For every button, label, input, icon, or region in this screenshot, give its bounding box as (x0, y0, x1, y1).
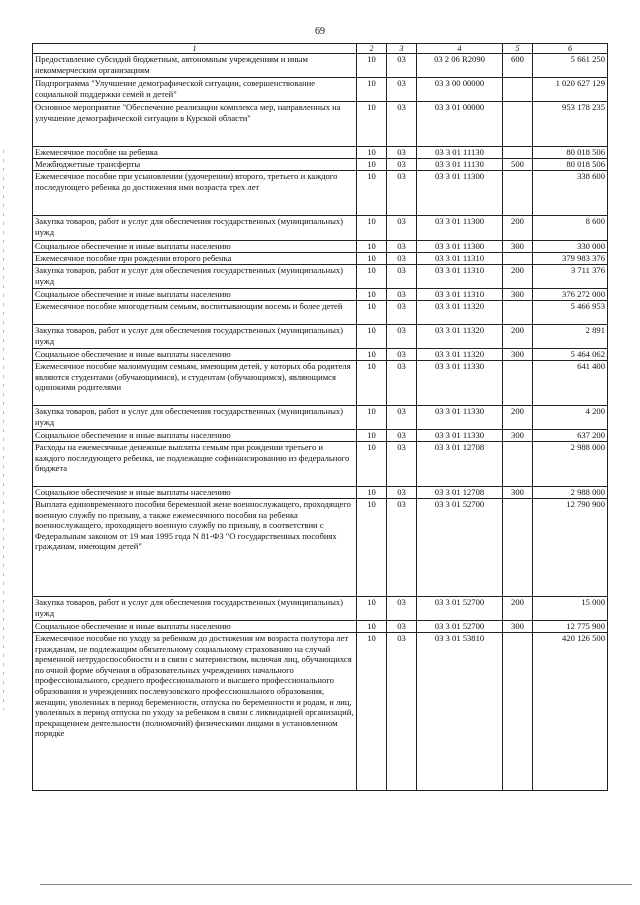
cell-subsection: 03 (387, 159, 417, 171)
cell-section: 10 (357, 253, 387, 265)
cell-section: 10 (357, 54, 387, 78)
header-cell-subsection: 3 (387, 44, 417, 54)
cell-amount: 330 000 (533, 241, 608, 253)
cell-name: Ежемесячное пособие многодетным семьям, воспитывающим восемь и более детей (33, 301, 357, 325)
cell-name: Ежемесячное пособие малоимущим семьям, имеющим детей, у которых оба родителя являются студентами (обучающимися), и студентам (обучающимся), являющимся одинокими родителями (33, 361, 357, 406)
cell-amount: 80 018 506 (533, 147, 608, 159)
cell-name: Закупка товаров, работ и услуг для обеспечения государственных (муниципальных) нужд (33, 216, 357, 241)
cell-amount: 420 126 500 (533, 633, 608, 791)
cell-name: Основное мероприятие "Обеспечение реализации комплекса мер, направленных на улучшение демографической ситуации в Курской области" (33, 102, 357, 147)
header-row (33, 44, 608, 54)
cell-subsection: 03 (387, 102, 417, 147)
cell-vr: 200 (503, 216, 533, 241)
cell-amount: 12 775 900 (533, 621, 608, 633)
table-row (33, 430, 608, 442)
cell-csr: 03 3 01 11310 (417, 265, 503, 289)
cell-vr (503, 633, 533, 791)
cell-vr (503, 102, 533, 147)
header-cell-amount: 6 (533, 44, 608, 54)
cell-section: 10 (357, 361, 387, 406)
table-row (33, 406, 608, 430)
cell-section: 10 (357, 147, 387, 159)
cell-name: Ежемесячное пособие при рождении второго ребенка (33, 253, 357, 265)
cell-name: Ежемесячное пособие по уходу за ребенком до достижения им возраста полутора лет гражданам, не подлежащим обязательному социальному страхованию на случай временной нетрудоспособности и в связи с материнством, включая лиц, обучающихся по очной форме обучения в образовательных учреждениях начального профессионального, среднего профессионального и высшего профессионального образования и учреждениях послевузовского профессионального образования, женщин, уволенных в период беременности, отпуска по беременности и родам, и лиц, уволенных в период отпуска по уходу за ребенком в связи с ликвидацией организаций, прекращением деятельности (полномочий) физическими лицами в установленном порядке (33, 633, 357, 791)
cell-section: 10 (357, 406, 387, 430)
cell-section: 10 (357, 301, 387, 325)
cell-subsection: 03 (387, 265, 417, 289)
cell-subsection: 03 (387, 171, 417, 216)
cell-csr: 03 3 01 00000 (417, 102, 503, 147)
cell-csr: 03 3 01 52700 (417, 597, 503, 621)
header-cell-vr: 5 (503, 44, 533, 54)
cell-name: Выплата единовременного пособия беременной жене военнослужащего, проходящего военную службу по призыву, а также ежемесячного пособия на ребенка военнослужащего, проходящего военную службу по призыву, в соответствии с Федеральным законом от 19 мая 1995 года N 81-ФЗ "О государственных пособиях гражданам, имеющим детей" (33, 499, 357, 597)
cell-amount: 953 178 235 (533, 102, 608, 147)
cell-vr (503, 361, 533, 406)
cell-vr: 300 (503, 289, 533, 301)
cell-name: Ежемесячное пособие на ребенка (33, 147, 357, 159)
cell-vr: 300 (503, 349, 533, 361)
table-row (33, 442, 608, 487)
cell-subsection: 03 (387, 78, 417, 102)
cell-section: 10 (357, 430, 387, 442)
table-row (33, 253, 608, 265)
cell-section: 10 (357, 349, 387, 361)
cell-csr: 03 3 01 11130 (417, 159, 503, 171)
cell-subsection: 03 (387, 633, 417, 791)
table-row (33, 102, 608, 147)
cell-vr (503, 499, 533, 597)
table-row (33, 361, 608, 406)
table-row (33, 621, 608, 633)
cell-subsection: 03 (387, 349, 417, 361)
cell-name: Закупка товаров, работ и услуг для обеспечения государственных (муниципальных) нужд (33, 597, 357, 621)
cell-csr: 03 3 01 12708 (417, 442, 503, 487)
cell-csr: 03 3 01 11300 (417, 241, 503, 253)
cell-csr: 03 3 01 11320 (417, 325, 503, 349)
cell-amount: 338 600 (533, 171, 608, 216)
table-row (33, 171, 608, 216)
cell-amount: 2 891 (533, 325, 608, 349)
cell-subsection: 03 (387, 147, 417, 159)
cell-section: 10 (357, 241, 387, 253)
cell-name: Подпрограмма "Улучшение демографической ситуации, совершенствование социальной поддержки семей и детей" (33, 78, 357, 102)
cell-amount: 641 400 (533, 361, 608, 406)
cell-vr: 300 (503, 487, 533, 499)
cell-vr (503, 301, 533, 325)
cell-amount: 379 983 376 (533, 253, 608, 265)
cell-csr: 03 3 01 11330 (417, 361, 503, 406)
cell-subsection: 03 (387, 487, 417, 499)
cell-csr: 03 3 01 53810 (417, 633, 503, 791)
cell-amount: 8 600 (533, 216, 608, 241)
cell-subsection: 03 (387, 253, 417, 265)
cell-amount: 5 464 062 (533, 349, 608, 361)
cell-csr: 03 3 01 11310 (417, 253, 503, 265)
cell-csr: 03 3 00 00000 (417, 78, 503, 102)
cell-section: 10 (357, 442, 387, 487)
table-row (33, 597, 608, 621)
cell-vr: 200 (503, 597, 533, 621)
cell-vr: 200 (503, 325, 533, 349)
cell-vr (503, 442, 533, 487)
table-row (33, 289, 608, 301)
cell-csr: 03 3 01 11300 (417, 171, 503, 216)
cell-subsection: 03 (387, 325, 417, 349)
table-row (33, 633, 608, 791)
cell-csr: 03 3 01 11320 (417, 349, 503, 361)
cell-amount: 2 988 000 (533, 442, 608, 487)
cell-section: 10 (357, 159, 387, 171)
cell-csr: 03 3 01 11330 (417, 406, 503, 430)
cell-subsection: 03 (387, 621, 417, 633)
header-cell-csr: 4 (417, 44, 503, 54)
cell-csr: 03 3 01 11310 (417, 289, 503, 301)
cell-section: 10 (357, 289, 387, 301)
cell-name: Социальное обеспечение и иные выплаты населению (33, 430, 357, 442)
cell-name: Расходы на ежемесячные денежные выплаты семьям при рождении третьего и каждого последующего ребенка, не подлежащие софинансированию из федерального бюджета (33, 442, 357, 487)
cell-subsection: 03 (387, 216, 417, 241)
cell-vr: 300 (503, 430, 533, 442)
cell-subsection: 03 (387, 289, 417, 301)
cell-amount: 80 018 506 (533, 159, 608, 171)
cell-subsection: 03 (387, 301, 417, 325)
cell-section: 10 (357, 171, 387, 216)
cell-amount: 1 020 627 129 (533, 78, 608, 102)
cell-amount: 4 200 (533, 406, 608, 430)
header-cell-section: 2 (357, 44, 387, 54)
cell-amount: 2 988 000 (533, 487, 608, 499)
cell-csr: 03 3 01 52700 (417, 499, 503, 597)
bottom-rule (40, 884, 632, 885)
cell-section: 10 (357, 597, 387, 621)
cell-csr: 03 3 01 11330 (417, 430, 503, 442)
cell-vr: 200 (503, 265, 533, 289)
cell-amount: 637 200 (533, 430, 608, 442)
cell-csr: 03 3 01 11130 (417, 147, 503, 159)
table-row (33, 301, 608, 325)
cell-vr: 300 (503, 241, 533, 253)
cell-section: 10 (357, 621, 387, 633)
header-cell-name: 1 (33, 44, 357, 54)
cell-section: 10 (357, 633, 387, 791)
cell-subsection: 03 (387, 241, 417, 253)
cell-name: Межбюджетные трансферты (33, 159, 357, 171)
cell-section: 10 (357, 102, 387, 147)
table-row (33, 499, 608, 597)
cell-vr: 600 (503, 54, 533, 78)
cell-vr (503, 171, 533, 216)
cell-name: Социальное обеспечение и иные выплаты населению (33, 241, 357, 253)
cell-amount: 15 000 (533, 597, 608, 621)
cell-vr: 300 (503, 621, 533, 633)
cell-section: 10 (357, 265, 387, 289)
cell-amount: 5 466 953 (533, 301, 608, 325)
cell-name: Социальное обеспечение и иные выплаты населению (33, 349, 357, 361)
cell-subsection: 03 (387, 54, 417, 78)
table-row (33, 325, 608, 349)
cell-vr (503, 78, 533, 102)
table-row (33, 159, 608, 171)
cell-csr: 03 2 06 R2090 (417, 54, 503, 78)
table-row (33, 54, 608, 78)
cell-name: Социальное обеспечение и иные выплаты населению (33, 621, 357, 633)
cell-section: 10 (357, 78, 387, 102)
budget-table (32, 43, 608, 791)
table-row (33, 216, 608, 241)
table-row (33, 241, 608, 253)
cell-name: Закупка товаров, работ и услуг для обеспечения государственных (муниципальных) нужд (33, 406, 357, 430)
cell-name: Ежемесячное пособие при усыновлении (удочерении) второго, третьего и каждого последующего ребенка до достижения ими возраста трех лет (33, 171, 357, 216)
cell-name: Социальное обеспечение и иные выплаты населению (33, 487, 357, 499)
cell-amount: 5 661 250 (533, 54, 608, 78)
cell-vr (503, 147, 533, 159)
scan-edge-artifact (3, 150, 4, 710)
cell-subsection: 03 (387, 406, 417, 430)
page-number: 69 (315, 26, 325, 37)
cell-subsection: 03 (387, 361, 417, 406)
table-row (33, 147, 608, 159)
cell-name: Закупка товаров, работ и услуг для обеспечения государственных (муниципальных) нужд (33, 265, 357, 289)
cell-section: 10 (357, 487, 387, 499)
cell-subsection: 03 (387, 597, 417, 621)
cell-csr: 03 3 01 11320 (417, 301, 503, 325)
cell-subsection: 03 (387, 442, 417, 487)
cell-subsection: 03 (387, 499, 417, 597)
cell-vr (503, 253, 533, 265)
cell-section: 10 (357, 216, 387, 241)
cell-name: Закупка товаров, работ и услуг для обеспечения государственных (муниципальных) нужд (33, 325, 357, 349)
cell-csr: 03 3 01 52700 (417, 621, 503, 633)
table-row (33, 78, 608, 102)
table-row (33, 487, 608, 499)
cell-amount: 376 272 000 (533, 289, 608, 301)
table-row (33, 265, 608, 289)
cell-amount: 3 711 376 (533, 265, 608, 289)
cell-subsection: 03 (387, 430, 417, 442)
cell-amount: 12 790 900 (533, 499, 608, 597)
cell-vr: 500 (503, 159, 533, 171)
cell-section: 10 (357, 325, 387, 349)
cell-vr: 200 (503, 406, 533, 430)
cell-name: Социальное обеспечение и иные выплаты населению (33, 289, 357, 301)
cell-name: Предоставление субсидий бюджетным, автономным учреждениям и иным некоммерческим организациям (33, 54, 357, 78)
table-body (33, 54, 608, 791)
cell-csr: 03 3 01 12708 (417, 487, 503, 499)
table-row (33, 349, 608, 361)
cell-section: 10 (357, 499, 387, 597)
cell-csr: 03 3 01 11300 (417, 216, 503, 241)
